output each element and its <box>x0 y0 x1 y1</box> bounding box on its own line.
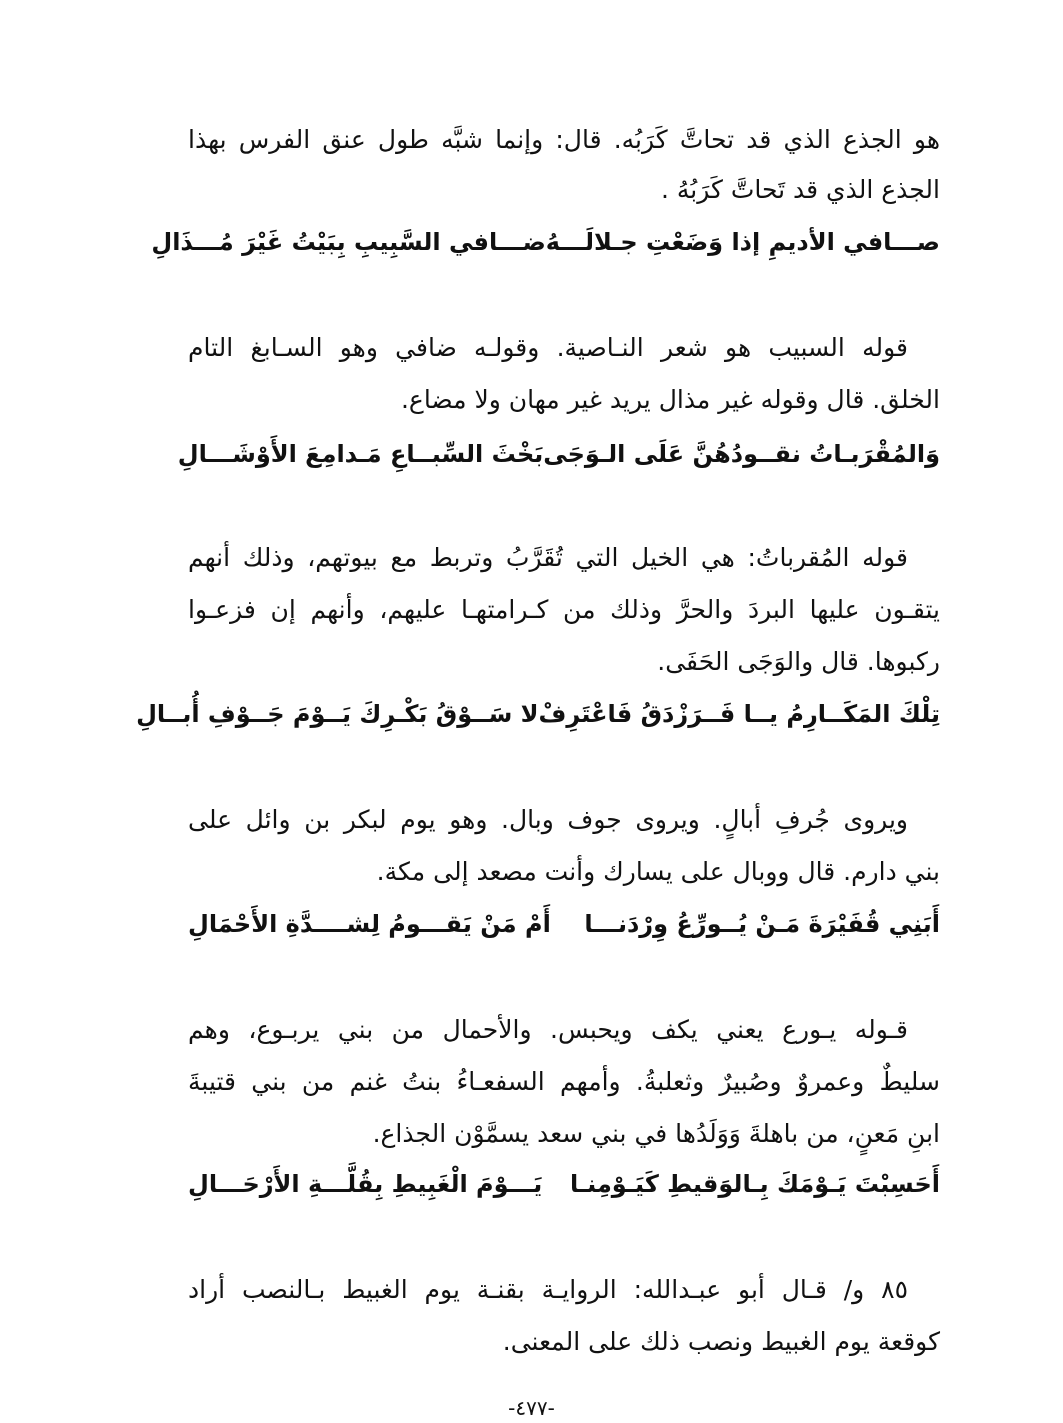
verse-first-hemistich: تِلْكَ المَكَــارِمُ يــا فَــرَزْدَقُ فَاعْتَرِفْ <box>538 700 940 728</box>
prose-line: قوله المُقرباتُ: هي الخيل التي تُقَرَّبُ وتربط مع بيوتهم، وذلك أنهم <box>188 543 908 572</box>
verse-line <box>136 694 940 734</box>
prose-line: ركبوها. قال والوَجَى الحَفَى. <box>657 647 940 676</box>
prose-line: بني دارم. قال ووبال على يسارك وأنت مصعد إلى مكة. <box>376 857 940 886</box>
prose-line: قوله السبيب هو شعر النـاصية. وقولـه ضافي وهو السـابغ التام <box>188 333 908 362</box>
verse-second-hemistich: لا سَــوْقُ بَكْـرِكَ يَــوْمَ جَــوْفِ أُبــالِ <box>136 700 539 728</box>
prose-line: كوقعة يوم الغبيط ونصب ذلك على المعنى. <box>502 1327 940 1356</box>
prose-line: الجذع الذي قد تَحاتَّ كَرَبُهُ . <box>660 175 940 204</box>
prose-line: ٨٥ و/ قـال أبو عبـدالله: الروايـة بقنـة يوم الغبيط بـالنصب أراد <box>188 1275 908 1304</box>
verse-second-hemistich: أَمْ مَنْ يَقـــومُ لِشــــدَّةِ الأَحْمَالِ <box>188 910 551 938</box>
verse-first-hemistich: أَبَنِي قُفَيْرَةَ مَـنْ يُــورِّعُ وِرْدَنـــا <box>584 910 940 938</box>
prose-line: ويروى جُرفِ أبالٍ. ويروى جوف وبال. وهو يوم لبكر بن وائل على <box>188 805 908 834</box>
prose-line: سليطٌ وعمروٌ وصُبيرٌ وثعلبةُ. وأمهم السفعـاءُ بنتُ غنم من بني قتيبةَ <box>188 1067 940 1096</box>
verse-line <box>188 904 940 944</box>
page-number: -٤٧٧- <box>508 1396 555 1420</box>
verse-line <box>177 434 940 474</box>
verse-second-hemistich: ضـــافي السَّبِيبِ بِبَيْتُ غَيْرَ مُـــذَالِ <box>151 228 546 256</box>
verse-first-hemistich: صـــافي الأديمِ إذا وَضَعْتِ جـلالَـــهُ <box>545 228 940 256</box>
prose-line: ابنِ مَعنٍ، من باهلةَ وَوَلَدُها في بني سعد يسمَّوْن الجذاع. <box>372 1119 940 1148</box>
prose-line: قـوله يـورع يعني يكف ويحبس. والأحمال من بني يربـوع، وهم <box>188 1015 908 1044</box>
verse-second-hemistich: يَـــوْمَ الْغَبِيطِ بِقُلَّـــةِ الأَرْحَـــالِ <box>188 1170 543 1198</box>
prose-line: يتقـون عليها البردَ والحرَّ وذلك من كـرامتهـا عليهم، وأنهم إن فزعـوا <box>188 595 940 624</box>
verse-second-hemistich: بَخْثَ السِّبــاعِ مَـدامِعَ الأَوْشَـــالِ <box>177 440 544 468</box>
prose-line: هو الجذع الذي قد تحاتَّ كَرَبُه. قال: وإنما شبَّه طول عنق الفرس بهذا <box>188 125 940 154</box>
verse-line <box>188 1164 940 1204</box>
verse-first-hemistich: أَحَسِبْتَ يَـوْمَكَ بِـالوَقيطِ كَيَـوْمِنـا <box>569 1170 940 1198</box>
verse-first-hemistich: وَالمُقْرَبـاتُ نقــودُهُنَّ عَلَى الـوَجَى <box>543 440 940 468</box>
prose-line: الخلق. قال وقوله غير مذال يريد غير مهان ولا مضاع. <box>400 385 940 414</box>
verse-line <box>151 222 940 262</box>
